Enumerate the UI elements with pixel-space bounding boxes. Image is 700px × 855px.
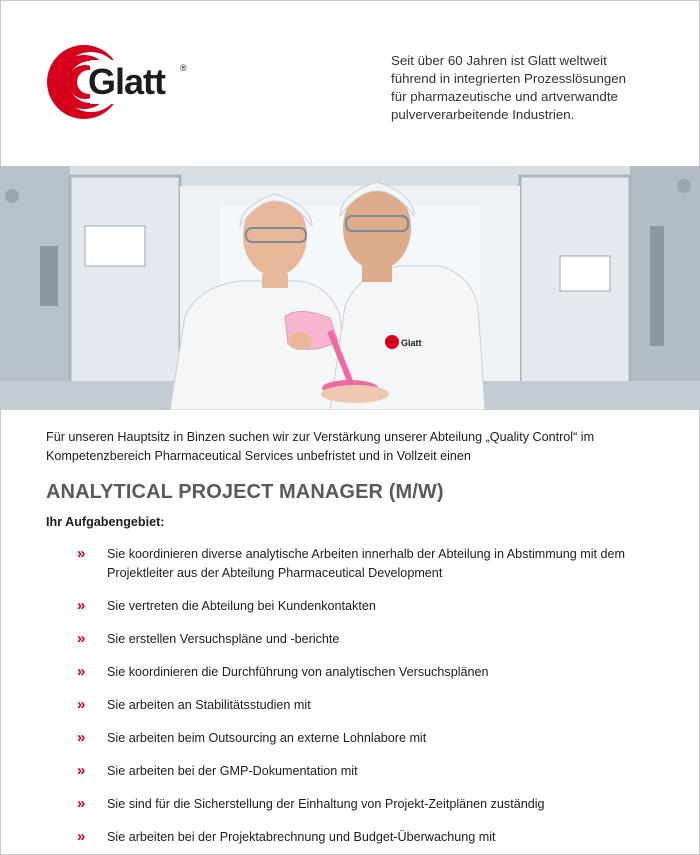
tagline-line: Seit über 60 Jahren ist Glatt weltweit xyxy=(391,53,607,68)
task-text: Sie koordinieren die Durchführung von analytischen Versuchsplänen xyxy=(107,665,489,679)
task-text: Sie arbeiten an Stabilitätsstudien mit xyxy=(107,698,311,712)
bullet-icon: » xyxy=(77,545,86,562)
logo-wordmark: Glatt xyxy=(88,61,166,102)
responsibilities-heading: Ihr Aufgabengebiet: xyxy=(46,515,165,529)
task-text: Sie koordinieren diverse analytische Arbeiten innerhalb der Abteilung in Abstimmung mit dem Projektleiter aus der Abteilung Pharmaceutical Development xyxy=(107,547,626,580)
glatt-logo xyxy=(46,44,196,126)
logo-registered-mark: ® xyxy=(180,63,187,73)
tagline-line: für pharmazeutische und artverwandte xyxy=(391,89,618,104)
intro-line: Kompetenzbereich Pharmaceutical Services unbefristet und in Vollzeit einen xyxy=(46,449,471,463)
task-text: Sie arbeiten bei der Projektabrechnung und Budget-Überwachung mit xyxy=(107,830,496,844)
bullet-icon: » xyxy=(77,630,86,647)
coat-logo-text: Glatt xyxy=(401,338,422,348)
job-intro xyxy=(46,428,666,466)
lab-photo-banner xyxy=(0,166,700,410)
tagline-line: führend in integrierten Prozesslösungen xyxy=(391,71,627,86)
intro-line: Für unseren Hauptsitz in Binzen suchen wir zur Verstärkung unserer Abteilung „Quality Control“ im xyxy=(46,430,595,444)
task-text: Sie erstellen Versuchspläne und -berichte xyxy=(107,632,340,646)
bullet-icon: » xyxy=(77,762,86,779)
task-text: Sie arbeiten bei der GMP-Dokumentation mit xyxy=(107,764,358,778)
bullet-icon: » xyxy=(77,696,86,713)
job-title: ANALYTICAL PROJECT MANAGER (M/W) xyxy=(46,481,444,503)
bullet-icon: » xyxy=(77,795,86,812)
lab-scene-illustration xyxy=(0,166,700,410)
tagline-line: pulververarbeitende Industrien. xyxy=(391,107,575,122)
company-tagline xyxy=(391,52,641,124)
bullet-icon: » xyxy=(77,597,86,614)
bullet-icon: » xyxy=(77,828,86,845)
task-text: Sie arbeiten beim Outsourcing an externe Lohnlabore mit xyxy=(107,731,427,745)
bullet-icon: » xyxy=(77,663,86,680)
bullet-icon: » xyxy=(77,729,86,746)
task-text: Sie vertreten die Abteilung bei Kundenkontakten xyxy=(107,599,376,613)
task-text: Sie sind für die Sicherstellung der Einhaltung von Projekt-Zeitplänen zuständig xyxy=(107,797,545,811)
